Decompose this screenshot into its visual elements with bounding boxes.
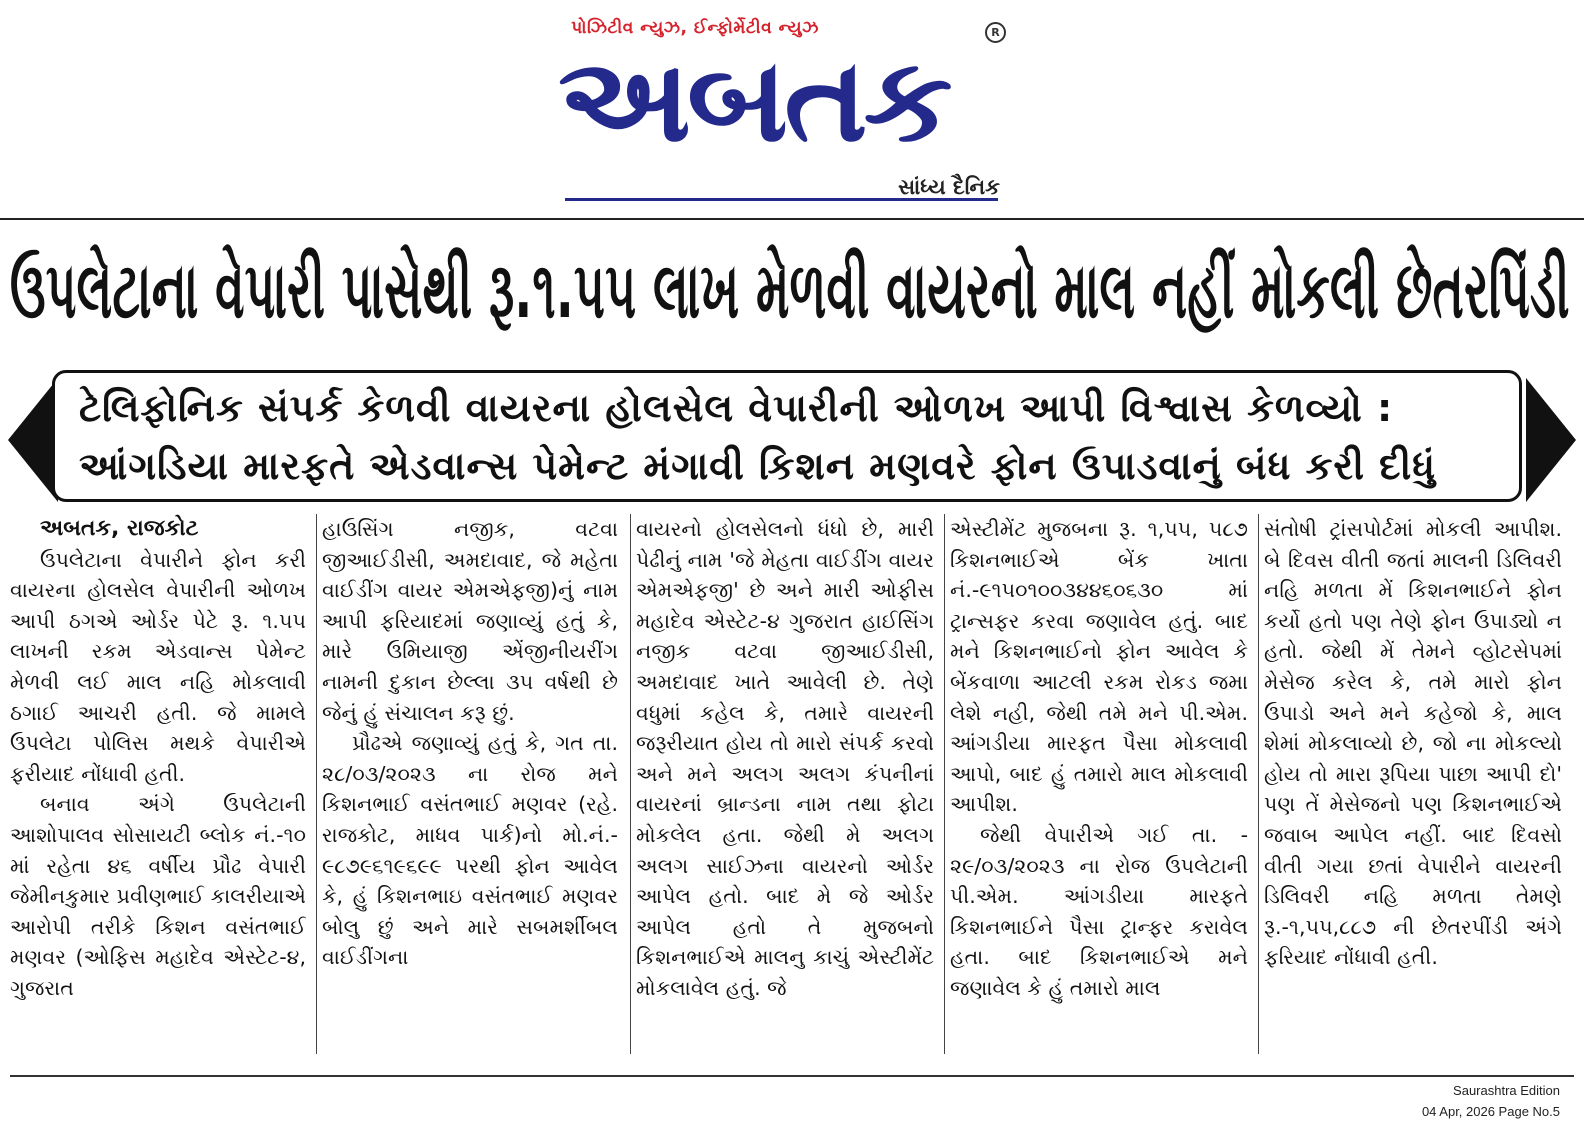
article-column-5 (1264, 514, 1562, 1074)
tagline: પોઝિટીવ ન્યુઝ, ઈન્ફોર્મેટીવ ન્યુઝ (571, 18, 819, 38)
registered-mark-icon: R (985, 22, 1006, 43)
column-divider (630, 514, 631, 1054)
paragraph: એસ્ટીમેંટ મુજબના રૂ. ૧,૫૫, ૫૮૭ કિશનભાઈએ બેંક ખાતા નં.-૯૧૫૦૧૦૦૩૪૪૬૦૬૩૦ માં ટ્રાન્સફર કરવા જણાવેલ હતું. બાદ મને કિશનભાઈનો ફોન આવેલ કે બેંકવાળા આટલી રકમ રોકડ જમા લેશે નહી, જેથી તમે મને પી.એમ. આંગડીયા મારફત પૈસા મોકલાવી આપો, બાદ હું તમારો માલ મોકલાવી આપીશ. (950, 517, 1248, 817)
article-body (10, 514, 1574, 1074)
date-page-label: 04 Apr, 2026 Page No.5 (1421, 1104, 1560, 1119)
subheadline-line-2: આંગડિયા મારફતે એડવાન્સ પેમેન્ટ મંગાવી કિશન મણવરે ફોન ઉપાડવાનું બંધ કરી દીધું (79, 444, 1437, 488)
edition-label: Saurashtra Edition (1453, 1083, 1560, 1098)
masthead (0, 0, 1584, 222)
column-divider (944, 514, 945, 1054)
paragraph: પ્રૌઢએ જણાવ્યું હતું કે, ગત તા. ૨૮/૦૩/૨૦૨૩ ના રોજ મને કિશનભાઈ વસંતભાઈ મણવર (રહે. રાજકોટ, માધવ પાર્ક)નો મો.નં.- ૯૮૭૯૬૧૯૬૯૯ પરથી ફોન આવેલ કે, હું કિશનભાઇ વસંતભાઈ મણવર બોલુ છું અને મારે સબમર્શીબલ વાઈડીંગના (322, 731, 618, 970)
page-footer (1300, 1080, 1560, 1122)
subheadline-box (52, 370, 1522, 502)
column-divider (1258, 514, 1259, 1054)
paragraph: વાયરનો હોલસેલનો ધંધો છે, મારી પેઢીનું નામ 'જે મેહતા વાઈડીંગ વાયર એમએફજી' છે અને મારી ઓફીસ મહાદેવ એસ્ટેટ-૪ ગુજરાત હાઈસિંગ નજીક વટવા જીઆઈડીસી, અમદાવાદ ખાતે આવેલી છે. તેણે વધુમાં કહેલ કે, તમારે વાયરની જરૂરીયાત હોય તો મારો સંપર્ક કરવો અને મને અલગ અલગ કંપનીનાં વાયરનાં બ્રાન્ડના નામ તથા ફોટા મોકલેલ હતા. જેથી મે અલગ અલગ સાઈઝના વાયરનો ઓર્ડર આપેલ હતો. બાદ મે જે ઓર્ડર આપેલ હતો તે મુજબનો કિશનભાઈએ માલનુ કાચું એસ્ટીમેંટ મોકલાવેલ હતું. જે (636, 517, 934, 1000)
article-column-2 (322, 514, 618, 1074)
masthead-subtitle: સાંધ્ય દૈનિક (898, 175, 1000, 199)
article-column-1 (10, 514, 306, 1074)
paragraph: હાઉસિંગ નજીક, વટવા જીઆઈડીસી, અમદાવાદ, જે મહેતા વાઈડીંગ વાયર એમએફજી)નું નામ આપી ફરિયાદમાં જણાવ્યું હતું કે, મારે ઉમિયાજી એંજીનીયરીંગ નામની દુકાન છેલ્લા ૩૫ વર્ષથી છે જેનું હું સંચાલન કરૂ છું. (322, 517, 618, 725)
column-divider (316, 514, 317, 1054)
deck-left-arrow-icon (8, 378, 58, 502)
dateline: અબતક, રાજકોટ (40, 516, 199, 541)
headline: ઉપલેટાના વેપારી પાસેથી રૂ.૧.૫૫ લાખ મેળવી વાયરનો માલ નહીં મોકલી છેતરપિંડી (10, 246, 1570, 336)
paragraph: ઉપલેટાના વેપારીને ફોન કરી વાયરના હોલસેલ વેપારીની ઓળખ આપી ઠગએ ઓર્ડર પેટે રૂ. ૧.૫૫ લાખની રકમ એડવાન્સ પેમેન્ટ મેળવી લઈ માલ નહિ મોકલાવી ઠગાઈ આચરી હતી. જે મામલે ઉપલેટા પોલિસ મથકે વેપારીએ ફરીયાદ નોંધાવી હતી. (10, 547, 306, 786)
newspaper-logo: અબતક (558, 32, 949, 168)
article-column-3 (636, 514, 934, 1074)
subheadline-line-1: ટેલિફોનિક સંપર્ક કેળવી વાયરના હોલસેલ વેપારીની ઓળખ આપી વિશ્વાસ કેળવ્યો : (79, 386, 1394, 430)
article-column-4 (950, 514, 1248, 1074)
paragraph: સંતોષી ટ્રાંસપોર્ટમાં મોકલી આપીશ. બે દિવસ વીતી જતાં માલની ડિલિવરી નહિ મળતા મેં કિશનભાઈને ફોન કર્યો હતો પણ તેણે ફોન ઉપાડ્યો ન હતો. જેથી મેં તેમને વ્હોટસેપમાં મેસેજ કરેલ કે, તમે મારો ફોન ઉપાડો અને મને કહેજો કે, માલ શેમાં મોકલાવ્યો છે, જો ના મોકલ્યો હોય તો મારા રૂપિયા પાછા આપી દો' પણ તેં મેસેજનો પણ કિશનભાઈએ જવાબ આપેલ નહીં. બાદ દિવસો વીતી ગયા છતાં વેપારીને વાયરની ડિલિવરી નહિ મળતા તેમણે રૂ.-૧,૫૫,૮૮૭ ની છેતરપીંડી અંગે ફરિયાદ નોંધાવી હતી. (1264, 517, 1562, 970)
paragraph: બનાવ અંગે ઉપલેટાની આશોપાલવ સોસાયટી બ્લોક નં.-૧૦ માં રહેતા ૪૬ વર્ષીય પ્રૌઢ વેપારી જેમીનકુમાર પ્રવીણભાઈ કાલરીયાએ આરોપી તરીકે કિશન વસંતભાઈ મણવર (ઓફિસ મહાદેવ એસ્ટેટ-૪, ગુજરાત (10, 792, 306, 1000)
deck-right-arrow-icon (1526, 378, 1576, 502)
masthead-divider (0, 218, 1584, 220)
paragraph: જેથી વેપારીએ ગઈ તા. - ૨૯/૦૩/૨૦૨૩ ના રોજ ઉપલેટાની પી.એમ. આંગડીયા મારફતે કિશનભાઈને પૈસા ટ્રાન્ફર કરાવેલ હતા. બાદ કિશનભાઈએ મને જણાવેલ કે હું તમારો માલ (950, 822, 1248, 1000)
footer-divider (10, 1075, 1574, 1077)
